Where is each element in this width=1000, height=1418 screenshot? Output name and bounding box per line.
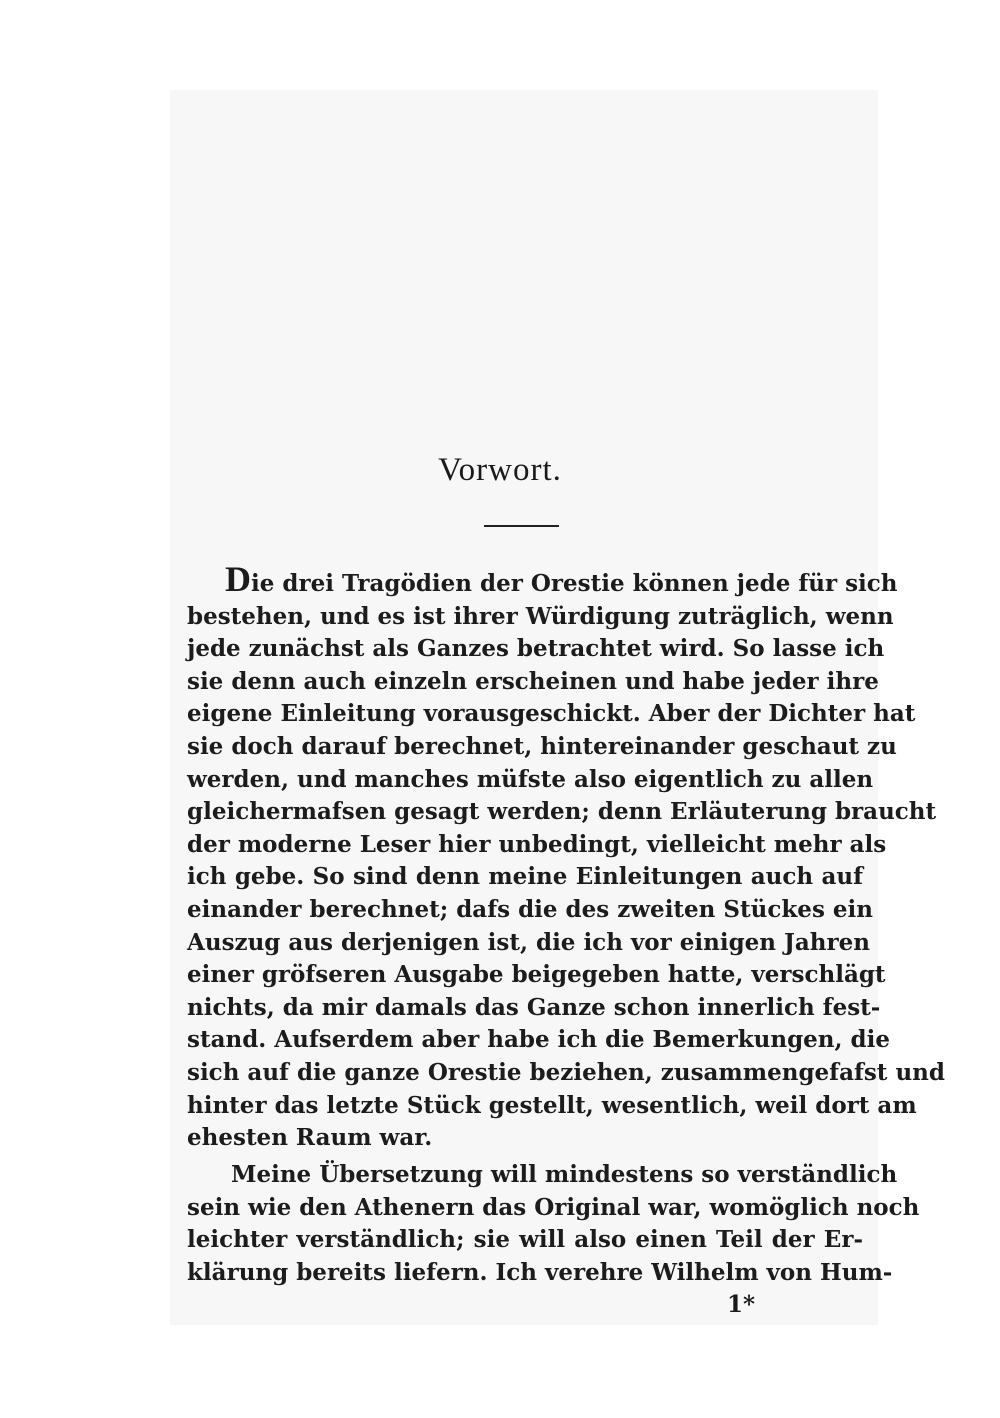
text-line: der moderne Leser hier unbedingt, vielleicht mehr als: [187, 830, 887, 858]
text-line: leichter verständlich; sie will also einen Teil der Er-: [187, 1226, 863, 1254]
signature-mark: 1*: [727, 1291, 756, 1318]
drop-cap: D: [225, 559, 251, 599]
text-line: jede zunächst als Ganzes betrachtet wird. So lasse ich: [187, 635, 885, 663]
paragraph-1: [187, 559, 945, 1155]
text-line: eigene Einleitung vorausgeschickt. Aber der Dichter hat: [187, 700, 916, 728]
paragraph-2: [187, 1159, 920, 1289]
title-divider: [484, 525, 559, 527]
text-line: hinter das letzte Stück gestellt, wesentlich, weil dort am: [187, 1091, 917, 1119]
text-line: ich gebe. So sind denn meine Einleitungen auch auf: [187, 863, 863, 891]
text-line: einer gröfseren Ausgabe beigegeben hatte, verschlägt: [187, 961, 886, 989]
text-line: stand. Aufserdem aber habe ich die Bemerkungen, die: [187, 1026, 890, 1054]
text-line: einander berechnet; dafs die des zweiten Stückes ein: [187, 895, 873, 923]
text-line: ehesten Raum war.: [187, 1124, 433, 1152]
text-line: sich auf die ganze Orestie beziehen, zusammengefafst und: [187, 1058, 945, 1086]
text-line: sein wie den Athenern das Original war, womöglich noch: [187, 1193, 920, 1221]
text-line: nichts, da mir damals das Ganze schon innerlich fest-: [187, 993, 881, 1021]
text-line: gleichermafsen gesagt werden; denn Erläuterung braucht: [187, 798, 937, 826]
text-line: Die drei Tragödien der Orestie können jede für sich: [225, 559, 898, 599]
text-line: werden, und manches müfste also eigentlich zu allen: [187, 765, 874, 793]
page-title: Vorwort.: [438, 452, 562, 488]
text-line: bestehen, und es ist ihrer Würdigung zuträglich, wenn: [187, 602, 894, 630]
text-line: sie denn auch einzeln erscheinen und habe jeder ihre: [187, 667, 879, 695]
text-line: Auszug aus derjenigen ist, die ich vor einigen Jahren: [187, 928, 871, 956]
text-line: sie doch darauf berechnet, hintereinander geschaut zu: [187, 732, 897, 760]
text-line: klärung bereits liefern. Ich verehre Wilhelm von Hum-: [187, 1258, 893, 1286]
text-line: Meine Übersetzung will mindestens so verständlich: [231, 1161, 898, 1188]
